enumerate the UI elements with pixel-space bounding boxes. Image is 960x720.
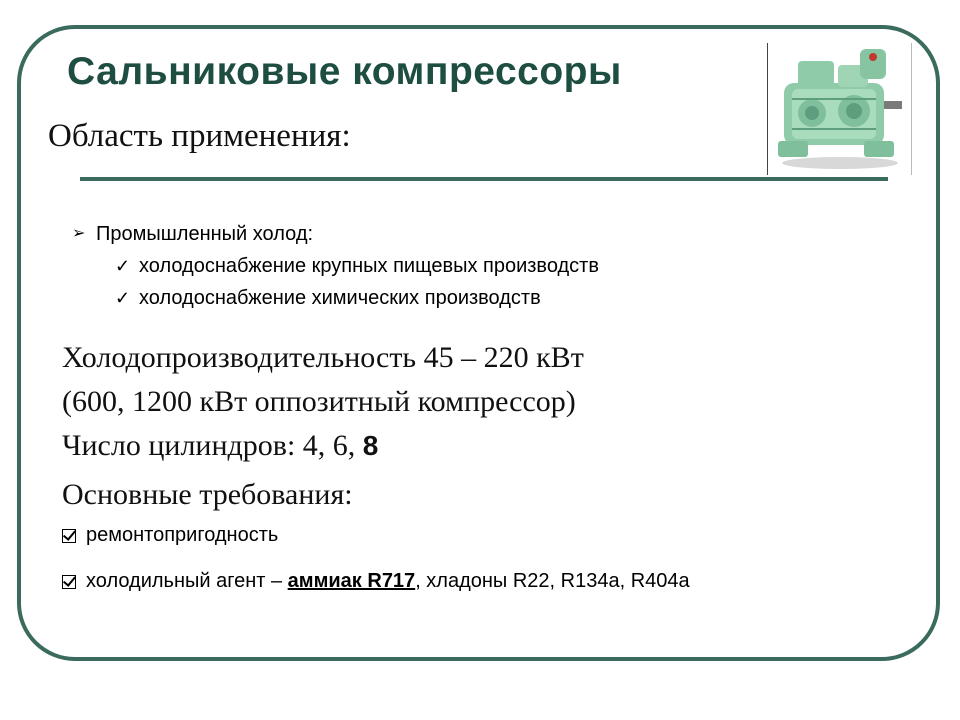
checkmark-icon: ✓: [115, 256, 131, 276]
opposed-text: (600, 1200 кВт оппозитный компрессор): [62, 385, 576, 418]
refrigerant-suffix: , хладоны R22, R134a, R404a: [415, 570, 690, 592]
checkmark-icon: ✓: [115, 288, 131, 308]
arrow-bullet-icon: ➢: [72, 225, 86, 242]
requirements-title: Основные требования:: [62, 478, 353, 511]
requirement-item: [62, 524, 278, 547]
list-item-label: Промышленный холод:: [96, 223, 314, 245]
title-divider: [80, 177, 888, 181]
requirement-label: [86, 570, 690, 593]
slide-subtitle: Область применения:: [48, 118, 351, 154]
refrigerant-ammonia: аммиак R717: [287, 570, 416, 592]
capacity-text: Холодопроизводительность 45 – 220 кВт: [62, 341, 584, 374]
requirement-label: ремонтопригодность: [86, 524, 279, 546]
list-item: [72, 218, 599, 250]
list-item-label: холодоснабжение крупных пищевых производств: [139, 255, 599, 277]
cylinders-prefix: Число цилиндров: 4, 6,: [62, 429, 363, 462]
slide-title: Сальниковые компрессоры: [67, 50, 622, 93]
compressor-icon: [768, 43, 911, 175]
compressor-photo: [767, 43, 912, 175]
cylinders-bold: 8: [362, 430, 379, 461]
requirement-item: [62, 570, 690, 593]
checkbox-checked-icon: [62, 529, 76, 543]
list-item-label: холодоснабжение химических производств: [139, 287, 541, 309]
spec-block: [62, 336, 584, 468]
list-item: [72, 250, 599, 282]
cylinders-text: [62, 424, 584, 468]
list-item: [72, 282, 599, 314]
checkbox-checked-icon: [62, 575, 76, 589]
refrigerant-prefix: холодильный агент –: [86, 570, 288, 592]
application-list: [72, 218, 599, 314]
